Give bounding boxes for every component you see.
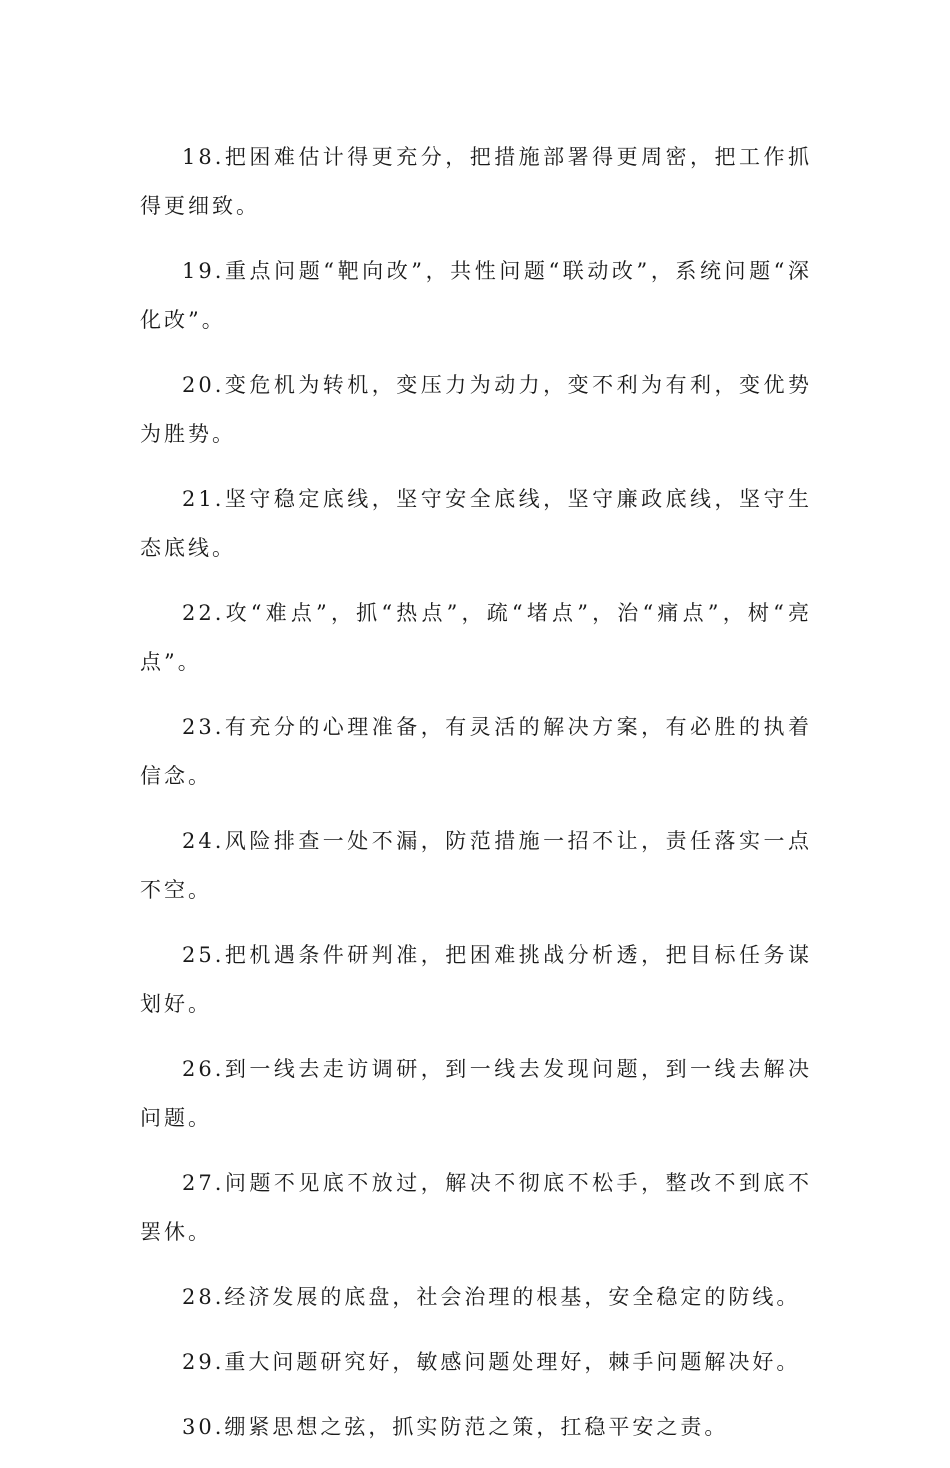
list-item-21: 21.坚守稳定底线，坚守安全底线，坚守廉政底线，坚守生态底线。	[140, 487, 812, 560]
list-item-29: 29.重大问题研究好，敏感问题处理好，棘手问题解决好。	[182, 1350, 801, 1374]
list-item-27: 27.问题不见底不放过，解决不彻底不松手，整改不到底不罢休。	[140, 1171, 812, 1244]
document-body	[140, 133, 812, 1468]
list-item-19: 19.重点问题“靶向改”，共性问题“联动改”，系统问题“深化改”。	[140, 259, 812, 332]
list-item-30: 30.绷紧思想之弦，抓实防范之策，扛稳平安之责。	[182, 1415, 729, 1439]
list-item-22: 22.攻“难点”，抓“热点”，疏“堵点”，治“痛点”，树“亮点”。	[140, 601, 812, 674]
list-item-18: 18.把困难估计得更充分，把措施部署得更周密，把工作抓得更细致。	[140, 145, 812, 218]
list-item-25: 25.把机遇条件研判准，把困难挑战分析透，把目标任务谋划好。	[140, 943, 812, 1016]
list-item-20: 20.变危机为转机，变压力为动力，变不利为有利，变优势为胜势。	[140, 373, 812, 446]
list-item-24: 24.风险排查一处不漏，防范措施一招不让，责任落实一点不空。	[140, 829, 812, 902]
list-item-26: 26.到一线去走访调研，到一线去发现问题，到一线去解决问题。	[140, 1057, 812, 1130]
list-item-23: 23.有充分的心理准备，有灵活的解决方案，有必胜的执着信念。	[140, 715, 812, 788]
list-item-28: 28.经济发展的底盘，社会治理的根基，安全稳定的防线。	[182, 1285, 801, 1309]
